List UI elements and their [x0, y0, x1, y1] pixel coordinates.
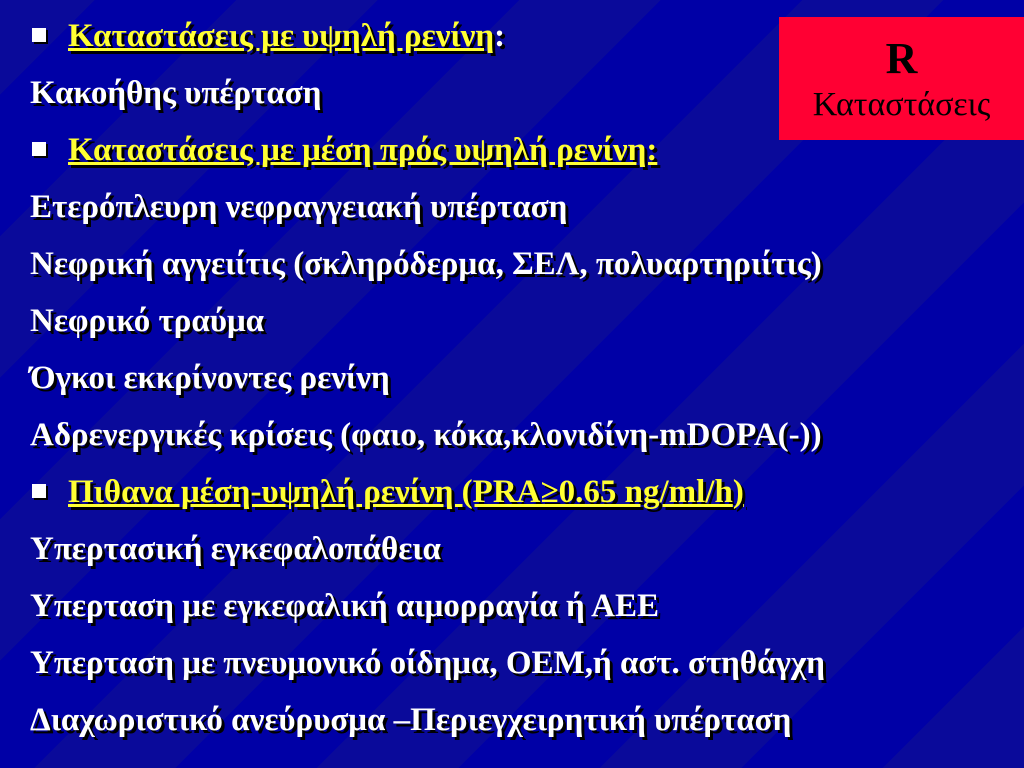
list-item: Ετερόπλευρη νεφραγγειακή υπέρταση: [30, 189, 568, 225]
section-heading-possible-mid-high-renin: [30, 464, 1020, 521]
heading-text: Πιθανα μέση-υψηλή ρενίνη (PRA≥0.65 ng/ml/h: [68, 474, 733, 510]
list-item: Κακοήθης υπέρταση: [30, 75, 322, 111]
heading-text: Καταστάσεις με υψηλή ρενίνη: [68, 18, 495, 54]
list-item: Υπερταση με πνευμονικό οίδημα, ΟΕΜ,ή αστ. στηθάγχη: [30, 645, 825, 681]
square-bullet-icon: [32, 28, 46, 42]
square-bullet-icon: [32, 484, 46, 498]
box-subtitle: Καταστάσεις: [812, 86, 991, 123]
list-item: Νεφρικό τραύμα: [30, 303, 265, 339]
heading-text: Καταστάσεις με μέση πρός υψηλή ρενίνη:: [68, 132, 658, 168]
list-item: Υπερταση με εγκεφαλική αιμορραγία ή ΑΕΕ: [30, 588, 659, 624]
list-item: Νεφρική αγγειίτις (σκληρόδερμα, ΣΕΛ, πολυαρτηριίτις): [30, 246, 822, 282]
list-item: Διαχωριστικό ανεύρυσμα –Περιεγχειρητική υπέρταση: [30, 702, 792, 738]
category-box: [779, 17, 1024, 140]
list-item: Υπερτασική εγκεφαλοπάθεια: [30, 531, 441, 567]
box-letter: R: [885, 34, 918, 83]
heading-suffix: ): [732, 474, 744, 510]
list-item: Αδρενεργικές κρίσεις (φαιο, κόκα,κλονιδίνη-mDOPA(-)): [30, 417, 822, 453]
list-item: Όγκοι εκκρίνοντες ρενίνη: [30, 360, 390, 396]
heading-suffix: :: [494, 18, 506, 54]
square-bullet-icon: [32, 142, 46, 156]
